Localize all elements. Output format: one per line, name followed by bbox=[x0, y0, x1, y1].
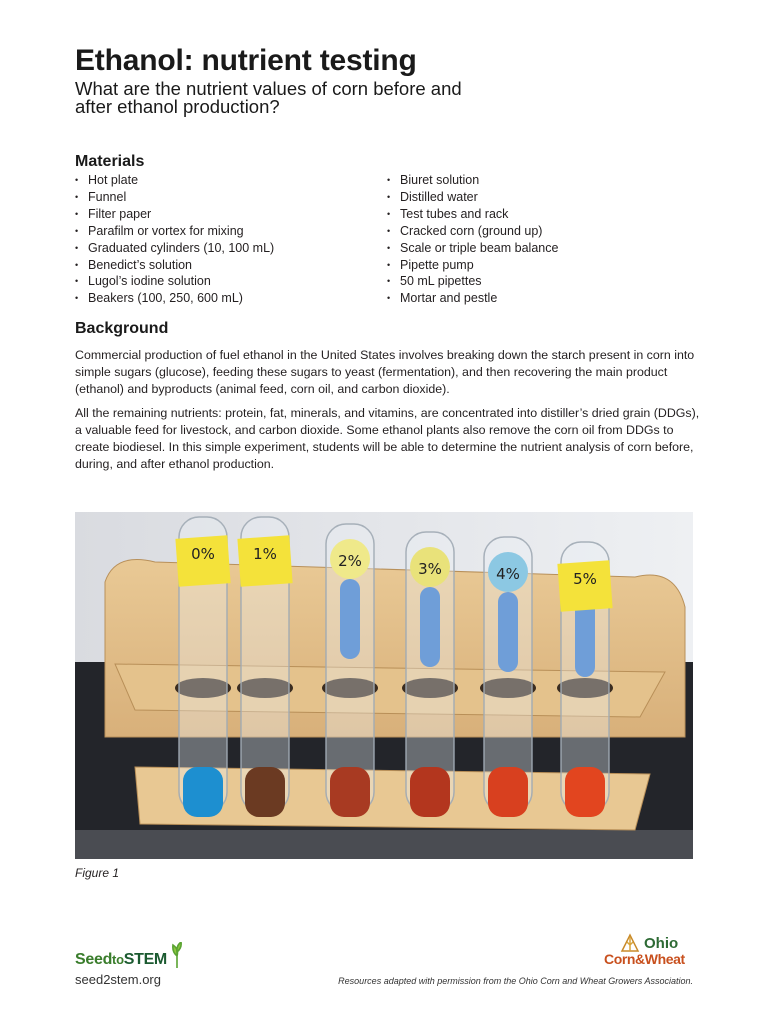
tube-liquid bbox=[183, 767, 223, 817]
list-item: • Cracked corn (ground up) bbox=[387, 223, 558, 240]
list-item: • Biuret solution bbox=[387, 172, 558, 189]
page-title: Ethanol: nutrient testing bbox=[75, 44, 417, 77]
tube-label-text: 3% bbox=[418, 560, 442, 578]
photo-table-edge bbox=[75, 830, 693, 859]
background-paragraph-2: All the remaining nutrients: protein, fat, minerals, and vitamins, are concentrated into distiller’s dried grain (DDGs), a valuable feed for livestock, and carbon dioxide. Some ethanol plants also remove the corn oil from DDGs to create biodiesel. In this simple experiment, students will be able to determine the nutrient analysis of corn before, during, and after ethanol production. bbox=[75, 406, 700, 471]
materials-heading: Materials bbox=[75, 153, 145, 170]
list-item: • Pipette pump bbox=[387, 257, 558, 274]
sprout-icon bbox=[171, 942, 183, 968]
test-tube bbox=[175, 517, 230, 817]
test-tube bbox=[557, 542, 612, 817]
seed-url: seed2stem.org bbox=[75, 972, 161, 987]
tube-label-text: 4% bbox=[496, 565, 520, 583]
tube-liquid bbox=[565, 767, 605, 817]
ohio-corn-wheat-logo bbox=[604, 933, 696, 969]
list-item: • Benedict’s solution bbox=[75, 257, 274, 274]
tube-label-text: 1% bbox=[253, 545, 277, 563]
list-item: • Test tubes and rack bbox=[387, 206, 558, 223]
list-item: • Funnel bbox=[75, 189, 274, 206]
test-tube bbox=[484, 537, 532, 817]
tube-liquid bbox=[488, 767, 528, 817]
list-item: • 50 mL pipettes bbox=[387, 273, 558, 290]
tube-label-text: 5% bbox=[573, 570, 597, 588]
tube-label-text: 2% bbox=[338, 552, 362, 570]
list-item: • Graduated cylinders (10, 100 mL) bbox=[75, 240, 274, 257]
test-tube-rack-illustration bbox=[75, 512, 693, 859]
test-tube bbox=[406, 532, 454, 817]
list-item: • Lugol’s iodine solution bbox=[75, 273, 274, 290]
materials-list-left bbox=[75, 172, 274, 307]
tube-liquid bbox=[410, 767, 450, 817]
background-paragraph-1: Commercial production of fuel ethanol in the United States involves breaking down the starch present in corn into simple sugars (glucose), feeding these sugars to yeast (fermentation), and then recovering the main product (ethanol) and byproducts (animal feed, corn oil, and carbon dioxide). bbox=[75, 348, 695, 396]
tube-blue-marking bbox=[340, 579, 360, 659]
logo-word-ohio: Ohio bbox=[644, 935, 679, 952]
list-item: • Beakers (100, 250, 600 mL) bbox=[75, 290, 274, 307]
list-item: • Filter paper bbox=[75, 206, 274, 223]
figure-photo bbox=[75, 512, 693, 859]
corn-wheat-icon bbox=[620, 933, 642, 953]
background-heading: Background bbox=[75, 320, 169, 337]
tube-label-text: 0% bbox=[191, 545, 215, 563]
credit-line: Resources adapted with permission from the Ohio Corn and Wheat Growers Association. bbox=[338, 976, 693, 986]
tube-liquid bbox=[330, 767, 370, 817]
logo-word-seed: Seed bbox=[75, 951, 113, 968]
logo-word-to: to bbox=[112, 952, 124, 967]
tube-blue-marking bbox=[420, 587, 440, 667]
seed-to-stem-logo bbox=[75, 942, 183, 969]
logo-word-corn-wheat: Corn&Wheat bbox=[604, 951, 685, 967]
logo-word-stem: STEM bbox=[123, 951, 167, 968]
list-item: • Parafilm or vortex for mixing bbox=[75, 223, 274, 240]
list-item: • Mortar and pestle bbox=[387, 290, 558, 307]
tube-blue-marking bbox=[498, 592, 518, 672]
list-item: • Scale or triple beam balance bbox=[387, 240, 558, 257]
test-tube bbox=[237, 517, 292, 817]
figure-caption: Figure 1 bbox=[75, 866, 120, 880]
list-item: • Distilled water bbox=[387, 189, 558, 206]
tube-liquid bbox=[245, 767, 285, 817]
page-subtitle: What are the nutrient values of corn before and after ethanol production? bbox=[75, 78, 462, 117]
materials-list-right bbox=[387, 172, 558, 307]
list-item: • Hot plate bbox=[75, 172, 274, 189]
test-tube bbox=[326, 524, 374, 817]
